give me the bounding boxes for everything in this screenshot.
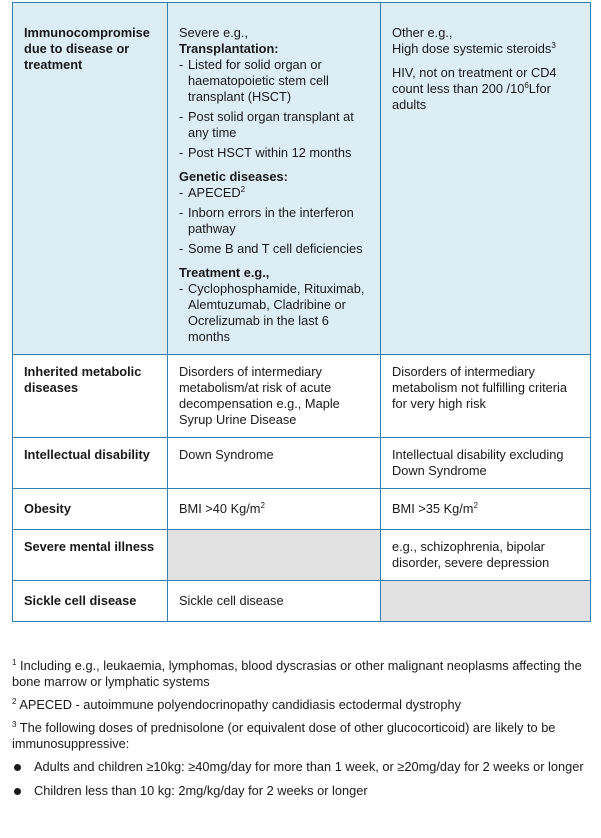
category-cell: Immunocompromise due to disease or treatment (13, 3, 168, 355)
empty-cell (381, 581, 591, 622)
footnote-ref: 2 (240, 185, 246, 194)
treatment-heading: Treatment e.g., (179, 265, 270, 280)
list-item: - Some B and T cell deficiencies (179, 241, 363, 256)
table-row-obesity (13, 489, 591, 530)
bullet-icon (14, 788, 21, 795)
category-cell: Intellectual disability (13, 438, 168, 489)
other-cell (381, 3, 591, 355)
footnote-ref: 3 (551, 41, 556, 50)
footnote-2: $^2$ APECED - autoimmune polyendocrinopathy candidiasis ectodermal dystrophy (12, 697, 462, 712)
other-cell: Intellectual disability excluding Down Syndrome (381, 438, 591, 489)
table-row-immunocompromise (13, 3, 591, 355)
list-item: Adults and children ≥10kg: ≥40mg/day for more than 1 week, or ≥20mg/day for 2 weeks or longer (12, 759, 592, 775)
table-row-intellectual (13, 438, 591, 489)
category-cell: Obesity (13, 489, 168, 530)
genetic-heading: Genetic diseases: (179, 169, 288, 184)
footnote-1: $^1$ Including e.g., leukaemia, lymphomas, blood dyscrasias or other malignant neoplasms affecting the bone marrow or lymphatic systems (12, 658, 582, 689)
list-item: - Inborn errors in the interferon pathway (179, 205, 354, 236)
severe-intro: Severe e.g., (179, 25, 249, 40)
other-cell: Disorders of intermediary metabolism not fulfilling criteria for very high risk (381, 355, 591, 438)
treatment-list (179, 281, 370, 345)
genetic-list (179, 185, 370, 257)
other-cell: e.g., schizophrenia, bipolar disorder, severe depression (381, 530, 591, 581)
list-item: - Listed for solid organ or haematopoietic stem cell transplant (HSCT) (179, 57, 329, 104)
category-cell: Severe mental illness (13, 530, 168, 581)
table-row-sickle (13, 581, 591, 622)
list-item: - Post solid organ transplant at any time (179, 109, 354, 140)
footnotes (12, 658, 592, 807)
severe-cell: BMI >40 $Kg/m^2$ (168, 489, 381, 530)
bullet-icon (14, 764, 21, 771)
severe-cell: Down Syndrome (168, 438, 381, 489)
category-cell: Inherited metabolic diseases (13, 355, 168, 438)
other-cell: BMI >35 $Kg/m^2$ (381, 489, 591, 530)
footnote-3: $^3$ The following doses of prednisolone (or equivalent dose of other glucocorticoid) are likely to be immunosuppressive: (12, 720, 556, 751)
hiv-text: HIV, not on treatment or CD4 count less than 200 $/10^6Lfor$ adults (392, 65, 557, 112)
severe-cell: Disorders of intermediary metabolism/at risk of acute decompensation e.g., Maple Syrup Urine Disease (168, 355, 381, 438)
transplant-list (179, 57, 370, 161)
severe-cell (168, 3, 381, 355)
risk-table (12, 2, 591, 622)
list-item: - Cyclophosphamide, Rituximab, Alemtuzumab, Cladribine or Ocrelizumab in the last 6 months (179, 281, 365, 344)
table-row-mental (13, 530, 591, 581)
list-item: - APECED$^2$ (179, 185, 246, 200)
category-cell: Sickle cell disease (13, 581, 168, 622)
transplant-heading: Transplantation: (179, 41, 279, 56)
list-item: Children less than 10 kg: 2mg/kg/day for 2 weeks or longer (12, 783, 592, 799)
other-intro: Other e.g., (392, 25, 453, 40)
steroids-text: High dose systemic steroids$^3$ (392, 41, 556, 56)
list-item: - Post HSCT within 12 months (179, 145, 352, 160)
table-row-metabolic (13, 355, 591, 438)
dose-list (12, 759, 592, 799)
empty-cell (168, 530, 381, 581)
severe-cell: Sickle cell disease (168, 581, 381, 622)
